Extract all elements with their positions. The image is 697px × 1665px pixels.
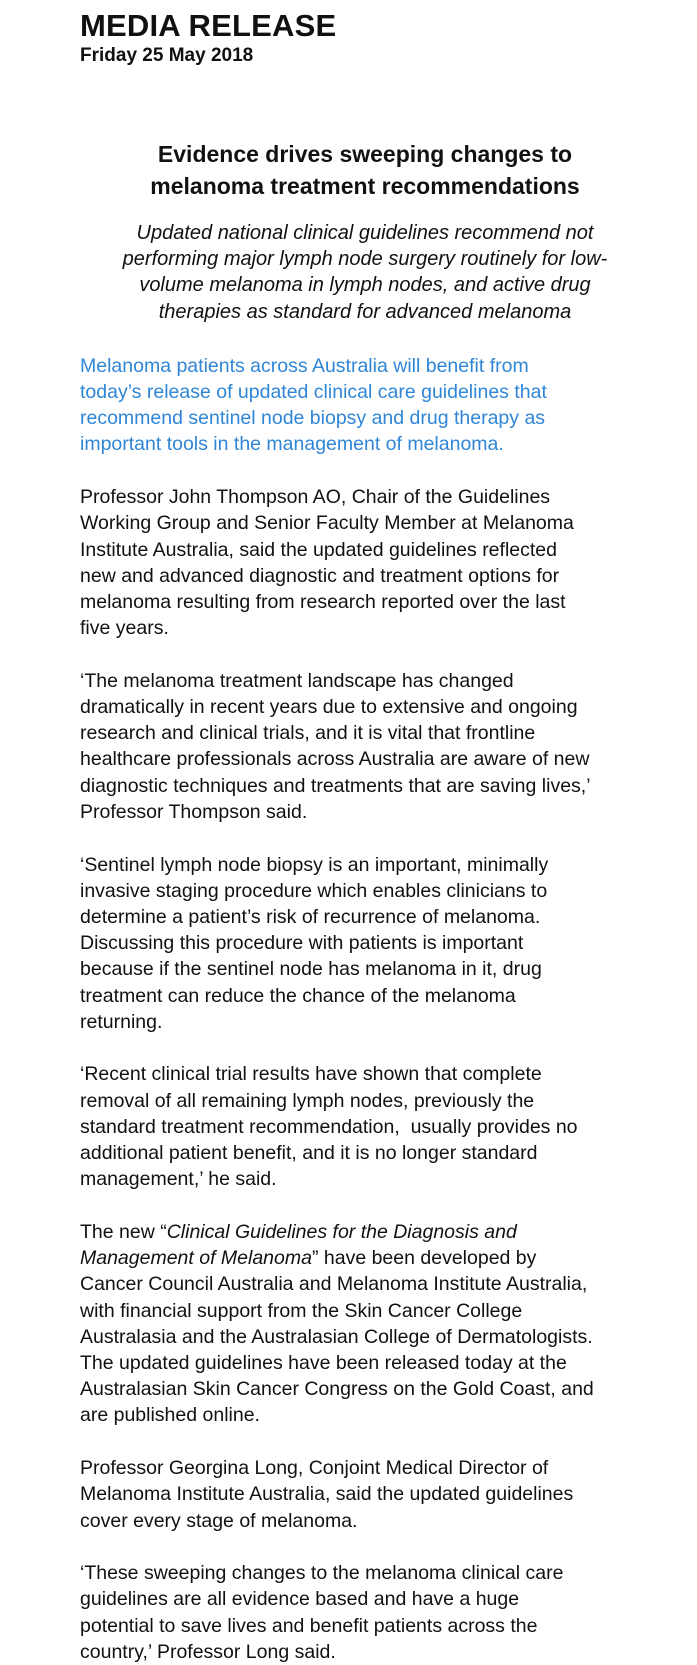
- body-line: Working Group and Senior Faculty Member at Melanoma: [80, 512, 574, 535]
- guidelines-title-part: Clinical Guidelines for the Diagnosis and: [166, 1221, 517, 1243]
- body-line: ‘Sentinel lymph node biopsy is an important, minimally: [80, 853, 549, 876]
- body-line: Professor John Thompson AO, Chair of the Guidelines: [80, 486, 551, 509]
- body-line-prefix: The new “: [80, 1221, 167, 1243]
- subheading-line: therapies as standard for advanced melanoma: [158, 300, 572, 323]
- release-date: Friday 25 May 2018: [80, 45, 254, 66]
- subheading-line: performing major lymph node surgery routinely for low-: [122, 248, 608, 271]
- body-line: The updated guidelines have been released today at the: [80, 1352, 567, 1375]
- body-paragraph-1: [80, 484, 650, 641]
- body-line: invasive staging procedure which enables clinicians to: [80, 879, 548, 902]
- body-line: five years.: [80, 617, 169, 640]
- body-line: Australasia and the Australasian College of Dermatologists.: [80, 1325, 593, 1348]
- body-line: melanoma resulting from research reported over the last: [80, 590, 566, 613]
- headline-line: melanoma treatment recommendations: [150, 173, 580, 199]
- body-paragraph-5: [80, 1219, 650, 1429]
- lead-line: recommend sentinel node biopsy and drug therapy as: [80, 407, 546, 430]
- guidelines-title-part: Management of Melanoma: [80, 1247, 312, 1270]
- subheading-line: Updated national clinical guidelines recommend not: [136, 222, 594, 244]
- body-line: diagnostic techniques and treatments that are saving lives,’: [80, 774, 591, 797]
- body-line: are published online.: [80, 1404, 260, 1427]
- body-line: country,’ Professor Long said.: [80, 1640, 336, 1663]
- body-line: determine a patient’s risk of recurrence of melanoma.: [80, 905, 541, 928]
- headline-line: Evidence drives sweeping changes to: [157, 141, 573, 167]
- body-line: dramatically in recent years due to extensive and ongoing: [80, 696, 578, 719]
- body-line: removal of all remaining lymph nodes, previously the: [80, 1089, 535, 1112]
- body-line: Australasian Skin Cancer Congress on the Gold Coast, and: [80, 1378, 594, 1401]
- media-release-label: MEDIA RELEASE: [80, 8, 337, 43]
- media-release-document: [80, 0, 650, 1665]
- lead-paragraph: [80, 353, 650, 458]
- body-line: healthcare professionals across Australia are aware of new: [80, 748, 590, 771]
- subheading-line: volume melanoma in lymph nodes, and active drug: [139, 274, 591, 297]
- body-line: ‘These sweeping changes to the melanoma clinical care: [80, 1562, 564, 1585]
- body-paragraph-2: [80, 668, 650, 825]
- body-line: potential to save lives and benefit patients across the: [80, 1614, 538, 1637]
- body-line: Institute Australia, said the updated guidelines reflected: [80, 538, 557, 561]
- lead-line: today’s release of updated clinical care guidelines that: [80, 381, 547, 404]
- lead-line: Melanoma patients across Australia will benefit from: [80, 354, 529, 377]
- body-line: cover every stage of melanoma.: [80, 1509, 358, 1532]
- body-line: guidelines are all evidence based and have a huge: [80, 1588, 520, 1611]
- body-paragraph-3: [80, 852, 650, 1035]
- body-paragraph-6: [80, 1455, 650, 1534]
- body-line: Discussing this procedure with patients is important: [80, 932, 524, 955]
- body-line: additional patient benefit, and it is no longer standard: [80, 1142, 538, 1165]
- body-paragraph-7: [80, 1560, 650, 1665]
- subheading: [80, 220, 650, 325]
- lead-line: important tools in the management of melanoma.: [80, 433, 504, 456]
- body-line: Melanoma Institute Australia, said the updated guidelines: [80, 1483, 574, 1506]
- body-line: management,’ he said.: [80, 1168, 277, 1191]
- headline: [80, 138, 650, 202]
- body-line: new and advanced diagnostic and treatment options for: [80, 564, 560, 587]
- body-line: returning.: [80, 1010, 163, 1033]
- body-line: with financial support from the Skin Cancer College: [80, 1299, 523, 1322]
- body-line: because if the sentinel node has melanoma in it, drug: [80, 958, 542, 981]
- body-line: Cancer Council Australia and Melanoma Institute Australia,: [80, 1273, 588, 1296]
- body-line: treatment can reduce the chance of the melanoma: [80, 984, 516, 1007]
- body-line: research and clinical trials, and it is vital that frontline: [80, 722, 536, 745]
- body-line: ‘Recent clinical trial results have shown that complete: [80, 1063, 542, 1086]
- body-line: Professor Georgina Long, Conjoint Medical Director of: [80, 1457, 549, 1480]
- body-line: standard treatment recommendation, usually provides no: [80, 1115, 578, 1138]
- body-paragraph-4: [80, 1061, 650, 1192]
- body-line: ‘The melanoma treatment landscape has changed: [80, 669, 514, 692]
- body-line: Professor Thompson said.: [80, 800, 308, 823]
- body-line-suffix: ” have been developed by: [311, 1247, 537, 1270]
